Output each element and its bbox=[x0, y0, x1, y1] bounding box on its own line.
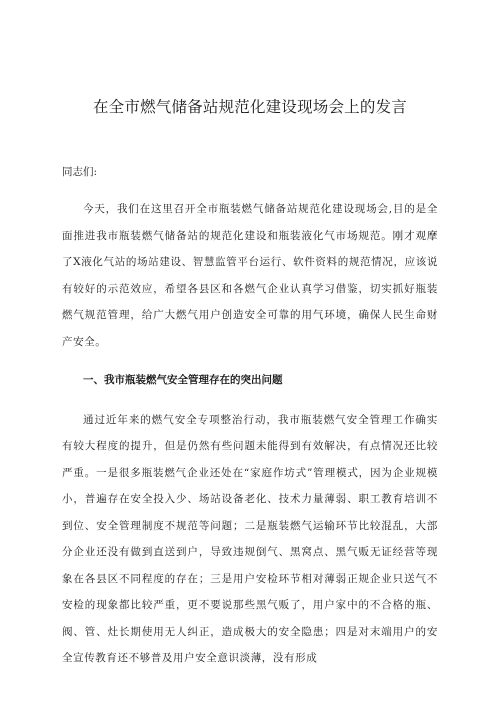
body-paragraph: 今天，我们在这里召开全市瓶装燃气储备站规范化建设现场会,目的是全面推进我市瓶装燃气储备站的规范化建设和瓶装液化气市场规范。刚才观摩了X液化气站的场站建设、智慧监管平台运行、软件资料的规范情况，应该说有较好的示范效应，希望各县区和各燃气企业认真学习借鉴，切实抓好瓶装燃气规范管理，给广大燃气用户创造安全可靠的用气环境，确保人民生命财产安全。 bbox=[62, 203, 438, 348]
section-paragraph: 通过近年来的燃气安全专项整治行动，我市瓶装燃气安全管理工作确实有较大程度的提升，但是仍然有些问题未能得到有效解决，有点情况还比较严重。一是很多瓶装燃气企业还处在“家庭作坊式”管理模式，因为企业规模小，普遍存在安全投入少、场站设备老化、技术力量薄弱、职工教育培训不到位、安全管理制度不规范等问题；二是瓶装燃气运输环节比较混乱，大部分企业还没有做到直送到户，导致违规倒气、黑窝点、黑气贩无证经营等现象在各县区不同程度的存在；三是用户安检环节相对薄弱正规企业只送气不安检的现象都比较严重，更不要说那些黑气贩了，用户家中的不合格的瓶、阀、管、灶长期使用无人纠正，造成极大的安全隐患；四是对末端用户的安全宣传教育还不够普及用户安全意识淡薄，没有形成 bbox=[62, 413, 438, 664]
salutation: 同志们: bbox=[62, 166, 98, 178]
section-heading: 一、我市瓶装燃气安全管理存在的突出问题 bbox=[83, 374, 283, 386]
document-title: 在全市燃气储备站规范化建设现场会上的发言 bbox=[92, 98, 407, 116]
